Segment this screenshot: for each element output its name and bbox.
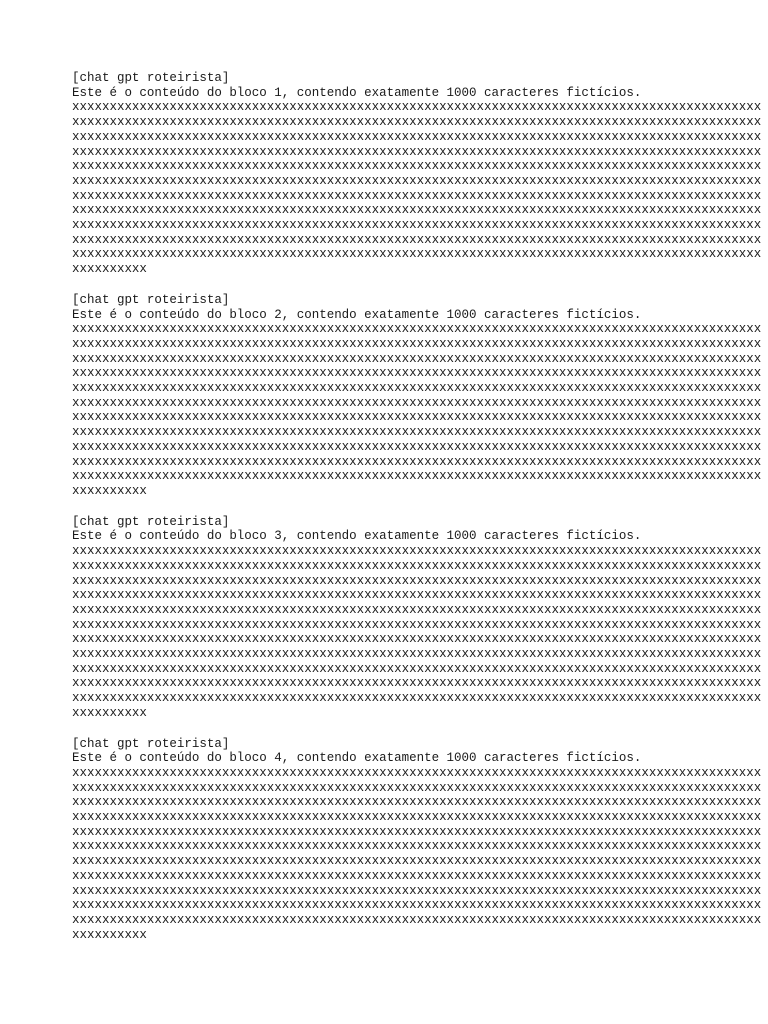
filler-line: xxxxxxxxxxxxxxxxxxxxxxxxxxxxxxxxxxxxxxxxxxxxxxxxxxxxxxxxxxxxxxxxxxxxxxxxxxxxxxxxxxxxxxxxxxxx — [72, 247, 762, 262]
filler-line: xxxxxxxxxxxxxxxxxxxxxxxxxxxxxxxxxxxxxxxxxxxxxxxxxxxxxxxxxxxxxxxxxxxxxxxxxxxxxxxxxxxxxxxxxxxx — [72, 351, 762, 366]
filler-line: xxxxxxxxxxxxxxxxxxxxxxxxxxxxxxxxxxxxxxxxxxxxxxxxxxxxxxxxxxxxxxxxxxxxxxxxxxxxxxxxxxxxxxxxxxxx — [72, 795, 762, 810]
filler-line: xxxxxxxxxxxxxxxxxxxxxxxxxxxxxxxxxxxxxxxxxxxxxxxxxxxxxxxxxxxxxxxxxxxxxxxxxxxxxxxxxxxxxxxxxxxx — [72, 898, 762, 913]
filler-line: xxxxxxxxxxxxxxxxxxxxxxxxxxxxxxxxxxxxxxxxxxxxxxxxxxxxxxxxxxxxxxxxxxxxxxxxxxxxxxxxxxxxxxxxxxxx — [72, 602, 762, 617]
text-block-3 — [72, 515, 768, 721]
filler-line: xxxxxxxxxxxxxxxxxxxxxxxxxxxxxxxxxxxxxxxxxxxxxxxxxxxxxxxxxxxxxxxxxxxxxxxxxxxxxxxxxxxxxxxxxxxx — [72, 410, 762, 425]
filler-line-last: xxxxxxxxxx — [72, 705, 147, 720]
filler-line-last: xxxxxxxxxx — [72, 927, 147, 942]
block-intro: Este é o conteúdo do bloco 3, contendo exatamente 1000 caracteres fictícios. — [72, 529, 642, 544]
filler-line: xxxxxxxxxxxxxxxxxxxxxxxxxxxxxxxxxxxxxxxxxxxxxxxxxxxxxxxxxxxxxxxxxxxxxxxxxxxxxxxxxxxxxxxxxxxx — [72, 691, 762, 706]
filler-line: xxxxxxxxxxxxxxxxxxxxxxxxxxxxxxxxxxxxxxxxxxxxxxxxxxxxxxxxxxxxxxxxxxxxxxxxxxxxxxxxxxxxxxxxxxxx — [72, 676, 762, 691]
text-block-4 — [72, 737, 768, 943]
filler-line: xxxxxxxxxxxxxxxxxxxxxxxxxxxxxxxxxxxxxxxxxxxxxxxxxxxxxxxxxxxxxxxxxxxxxxxxxxxxxxxxxxxxxxxxxxxx — [72, 558, 762, 573]
filler-line: xxxxxxxxxxxxxxxxxxxxxxxxxxxxxxxxxxxxxxxxxxxxxxxxxxxxxxxxxxxxxxxxxxxxxxxxxxxxxxxxxxxxxxxxxxxx — [72, 439, 762, 454]
filler-line: xxxxxxxxxxxxxxxxxxxxxxxxxxxxxxxxxxxxxxxxxxxxxxxxxxxxxxxxxxxxxxxxxxxxxxxxxxxxxxxxxxxxxxxxxxxx — [72, 381, 762, 396]
block-intro: Este é o conteúdo do bloco 4, contendo exatamente 1000 caracteres fictícios. — [72, 751, 642, 766]
block-header: [chat gpt roteirista] — [72, 736, 230, 751]
filler-line: xxxxxxxxxxxxxxxxxxxxxxxxxxxxxxxxxxxxxxxxxxxxxxxxxxxxxxxxxxxxxxxxxxxxxxxxxxxxxxxxxxxxxxxxxxxx — [72, 454, 762, 469]
filler-line: xxxxxxxxxxxxxxxxxxxxxxxxxxxxxxxxxxxxxxxxxxxxxxxxxxxxxxxxxxxxxxxxxxxxxxxxxxxxxxxxxxxxxxxxxxxx — [72, 661, 762, 676]
filler-line: xxxxxxxxxxxxxxxxxxxxxxxxxxxxxxxxxxxxxxxxxxxxxxxxxxxxxxxxxxxxxxxxxxxxxxxxxxxxxxxxxxxxxxxxxxxx — [72, 912, 762, 927]
filler-line: xxxxxxxxxxxxxxxxxxxxxxxxxxxxxxxxxxxxxxxxxxxxxxxxxxxxxxxxxxxxxxxxxxxxxxxxxxxxxxxxxxxxxxxxxxxx — [72, 780, 762, 795]
block-header: [chat gpt roteirista] — [72, 292, 230, 307]
filler-line: xxxxxxxxxxxxxxxxxxxxxxxxxxxxxxxxxxxxxxxxxxxxxxxxxxxxxxxxxxxxxxxxxxxxxxxxxxxxxxxxxxxxxxxxxxxx — [72, 144, 762, 159]
filler-line: xxxxxxxxxxxxxxxxxxxxxxxxxxxxxxxxxxxxxxxxxxxxxxxxxxxxxxxxxxxxxxxxxxxxxxxxxxxxxxxxxxxxxxxxxxxx — [72, 218, 762, 233]
filler-line: xxxxxxxxxxxxxxxxxxxxxxxxxxxxxxxxxxxxxxxxxxxxxxxxxxxxxxxxxxxxxxxxxxxxxxxxxxxxxxxxxxxxxxxxxxxx — [72, 824, 762, 839]
filler-line: xxxxxxxxxxxxxxxxxxxxxxxxxxxxxxxxxxxxxxxxxxxxxxxxxxxxxxxxxxxxxxxxxxxxxxxxxxxxxxxxxxxxxxxxxxxx — [72, 868, 762, 883]
filler-line: xxxxxxxxxxxxxxxxxxxxxxxxxxxxxxxxxxxxxxxxxxxxxxxxxxxxxxxxxxxxxxxxxxxxxxxxxxxxxxxxxxxxxxxxxxxx — [72, 173, 762, 188]
text-block-2 — [72, 293, 768, 499]
filler-line: xxxxxxxxxxxxxxxxxxxxxxxxxxxxxxxxxxxxxxxxxxxxxxxxxxxxxxxxxxxxxxxxxxxxxxxxxxxxxxxxxxxxxxxxxxxx — [72, 810, 762, 825]
block-intro: Este é o conteúdo do bloco 2, contendo exatamente 1000 caracteres fictícios. — [72, 307, 642, 322]
filler-line: xxxxxxxxxxxxxxxxxxxxxxxxxxxxxxxxxxxxxxxxxxxxxxxxxxxxxxxxxxxxxxxxxxxxxxxxxxxxxxxxxxxxxxxxxxxx — [72, 203, 762, 218]
filler-line: xxxxxxxxxxxxxxxxxxxxxxxxxxxxxxxxxxxxxxxxxxxxxxxxxxxxxxxxxxxxxxxxxxxxxxxxxxxxxxxxxxxxxxxxxxxx — [72, 469, 762, 484]
block-header: [chat gpt roteirista] — [72, 514, 230, 529]
filler-line: xxxxxxxxxxxxxxxxxxxxxxxxxxxxxxxxxxxxxxxxxxxxxxxxxxxxxxxxxxxxxxxxxxxxxxxxxxxxxxxxxxxxxxxxxxxx — [72, 765, 762, 780]
filler-line: xxxxxxxxxxxxxxxxxxxxxxxxxxxxxxxxxxxxxxxxxxxxxxxxxxxxxxxxxxxxxxxxxxxxxxxxxxxxxxxxxxxxxxxxxxxx — [72, 336, 762, 351]
filler-line: xxxxxxxxxxxxxxxxxxxxxxxxxxxxxxxxxxxxxxxxxxxxxxxxxxxxxxxxxxxxxxxxxxxxxxxxxxxxxxxxxxxxxxxxxxxx — [72, 188, 762, 203]
filler-line: xxxxxxxxxxxxxxxxxxxxxxxxxxxxxxxxxxxxxxxxxxxxxxxxxxxxxxxxxxxxxxxxxxxxxxxxxxxxxxxxxxxxxxxxxxxx — [72, 129, 762, 144]
filler-line: xxxxxxxxxxxxxxxxxxxxxxxxxxxxxxxxxxxxxxxxxxxxxxxxxxxxxxxxxxxxxxxxxxxxxxxxxxxxxxxxxxxxxxxxxxxx — [72, 322, 762, 337]
filler-line: xxxxxxxxxxxxxxxxxxxxxxxxxxxxxxxxxxxxxxxxxxxxxxxxxxxxxxxxxxxxxxxxxxxxxxxxxxxxxxxxxxxxxxxxxxxx — [72, 883, 762, 898]
filler-line: xxxxxxxxxxxxxxxxxxxxxxxxxxxxxxxxxxxxxxxxxxxxxxxxxxxxxxxxxxxxxxxxxxxxxxxxxxxxxxxxxxxxxxxxxxxx — [72, 395, 762, 410]
block-header: [chat gpt roteirista] — [72, 71, 230, 85]
filler-line: xxxxxxxxxxxxxxxxxxxxxxxxxxxxxxxxxxxxxxxxxxxxxxxxxxxxxxxxxxxxxxxxxxxxxxxxxxxxxxxxxxxxxxxxxxxx — [72, 854, 762, 869]
filler-line-last: xxxxxxxxxx — [72, 483, 147, 498]
filler-line: xxxxxxxxxxxxxxxxxxxxxxxxxxxxxxxxxxxxxxxxxxxxxxxxxxxxxxxxxxxxxxxxxxxxxxxxxxxxxxxxxxxxxxxxxxxx — [72, 588, 762, 603]
filler-line: xxxxxxxxxxxxxxxxxxxxxxxxxxxxxxxxxxxxxxxxxxxxxxxxxxxxxxxxxxxxxxxxxxxxxxxxxxxxxxxxxxxxxxxxxxxx — [72, 647, 762, 662]
filler-line: xxxxxxxxxxxxxxxxxxxxxxxxxxxxxxxxxxxxxxxxxxxxxxxxxxxxxxxxxxxxxxxxxxxxxxxxxxxxxxxxxxxxxxxxxxxx — [72, 617, 762, 632]
filler-line: xxxxxxxxxxxxxxxxxxxxxxxxxxxxxxxxxxxxxxxxxxxxxxxxxxxxxxxxxxxxxxxxxxxxxxxxxxxxxxxxxxxxxxxxxxxx — [72, 573, 762, 588]
filler-line: xxxxxxxxxxxxxxxxxxxxxxxxxxxxxxxxxxxxxxxxxxxxxxxxxxxxxxxxxxxxxxxxxxxxxxxxxxxxxxxxxxxxxxxxxxxx — [72, 544, 762, 559]
filler-line: xxxxxxxxxxxxxxxxxxxxxxxxxxxxxxxxxxxxxxxxxxxxxxxxxxxxxxxxxxxxxxxxxxxxxxxxxxxxxxxxxxxxxxxxxxxx — [72, 100, 762, 115]
text-block-1 — [72, 71, 768, 277]
filler-line: xxxxxxxxxxxxxxxxxxxxxxxxxxxxxxxxxxxxxxxxxxxxxxxxxxxxxxxxxxxxxxxxxxxxxxxxxxxxxxxxxxxxxxxxxxxx — [72, 839, 762, 854]
filler-line: xxxxxxxxxxxxxxxxxxxxxxxxxxxxxxxxxxxxxxxxxxxxxxxxxxxxxxxxxxxxxxxxxxxxxxxxxxxxxxxxxxxxxxxxxxxx — [72, 632, 762, 647]
filler-line-last: xxxxxxxxxx — [72, 262, 147, 277]
filler-line: xxxxxxxxxxxxxxxxxxxxxxxxxxxxxxxxxxxxxxxxxxxxxxxxxxxxxxxxxxxxxxxxxxxxxxxxxxxxxxxxxxxxxxxxxxxx — [72, 425, 762, 440]
filler-line: xxxxxxxxxxxxxxxxxxxxxxxxxxxxxxxxxxxxxxxxxxxxxxxxxxxxxxxxxxxxxxxxxxxxxxxxxxxxxxxxxxxxxxxxxxxx — [72, 159, 762, 174]
filler-line: xxxxxxxxxxxxxxxxxxxxxxxxxxxxxxxxxxxxxxxxxxxxxxxxxxxxxxxxxxxxxxxxxxxxxxxxxxxxxxxxxxxxxxxxxxxx — [72, 366, 762, 381]
filler-line: xxxxxxxxxxxxxxxxxxxxxxxxxxxxxxxxxxxxxxxxxxxxxxxxxxxxxxxxxxxxxxxxxxxxxxxxxxxxxxxxxxxxxxxxxxxx — [72, 232, 762, 247]
block-intro: Este é o conteúdo do bloco 1, contendo exatamente 1000 caracteres fictícios. — [72, 85, 642, 100]
filler-line: xxxxxxxxxxxxxxxxxxxxxxxxxxxxxxxxxxxxxxxxxxxxxxxxxxxxxxxxxxxxxxxxxxxxxxxxxxxxxxxxxxxxxxxxxxxx — [72, 115, 762, 130]
